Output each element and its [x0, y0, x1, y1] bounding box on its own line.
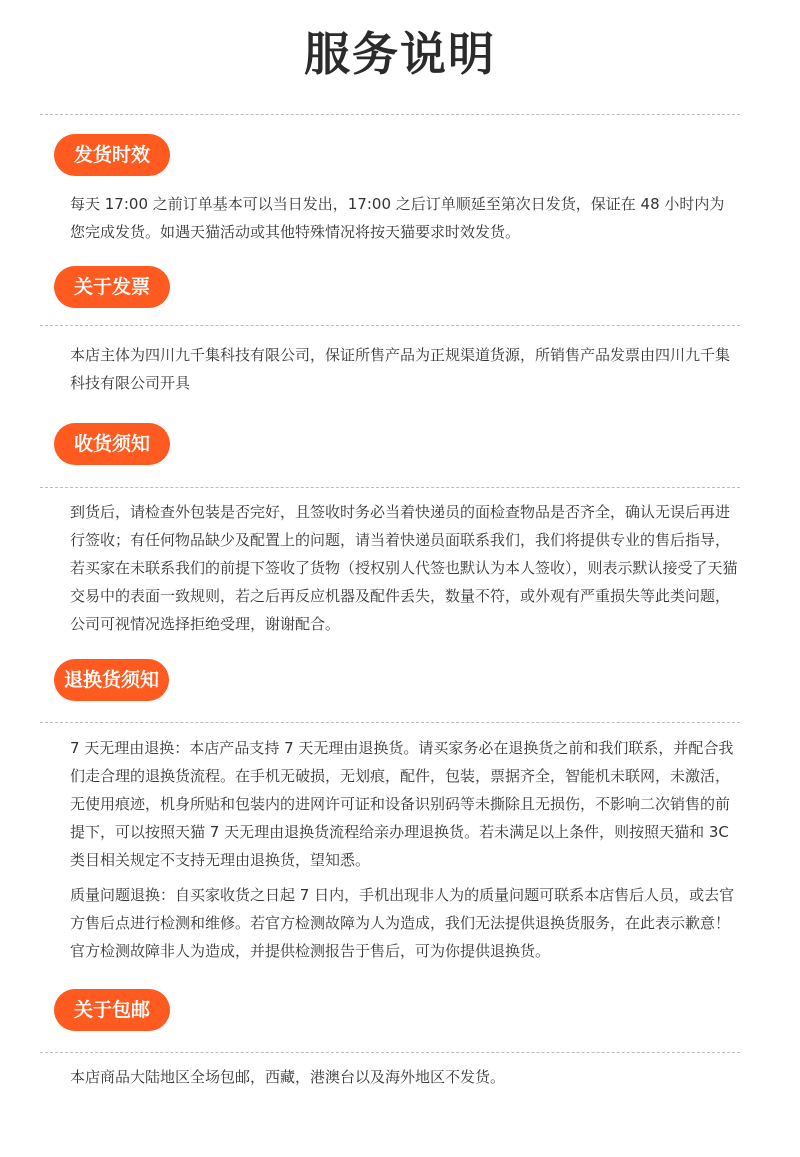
section-heading-invoice: 关于发票 — [54, 266, 170, 308]
section-text-shipping: 每天 17:00 之前订单基本可以当日发出，17:00 之后订单顺延至第次日发货，保证在 48 小时内为您完成发货。如遇天猫活动或其他特殊情况将按天猫要求时效发货。 — [70, 195, 725, 241]
page-title: 服务说明 — [304, 27, 496, 81]
divider — [40, 722, 740, 723]
section-heading-shipping: 发货时效 — [54, 134, 170, 176]
divider — [40, 325, 740, 326]
section-text-receiving: 到货后，请检查外包装是否完好，且签收时务必当着快递员的面检查物品是否齐全，确认无误后再进行签收；有任何物品缺少及配置上的问题，请当着快递员面联系我们，我们将提供专业的售后指导，若买家在未联系我们的前提下签收了货物（授权别人代签也默认为本人签收），则表示默认接受了天猫交易中的表面一致规则，若之后再反应机器及配件丢失，数量不符，或外观有严重损失等此类问题，公司可视情况选择拒绝受理，谢谢配合。 — [70, 503, 738, 633]
divider — [40, 487, 740, 488]
section-text-invoice: 本店主体为四川九千集科技有限公司，保证所售产品为正规渠道货源，所销售产品发票由四川九千集科技有限公司开具 — [70, 346, 731, 392]
section-heading-returns: 退换货须知 — [54, 659, 169, 701]
section-heading-receiving: 收货须知 — [54, 423, 170, 465]
section-text-free-shipping: 本店商品大陆地区全场包邮，西藏，港澳台以及海外地区不发货。 — [70, 1068, 506, 1086]
section-heading-free-shipping: 关于包邮 — [54, 989, 170, 1031]
divider — [40, 114, 740, 115]
divider — [40, 1052, 740, 1053]
section-text-returns-7day: 7 天无理由退换：本店产品支持 7 天无理由退换货。请买家务必在退换货之前和我们联系，并配合我们走合理的退换货流程。在手机无破损，无划痕，配件，包装，票据齐全，智能机未联网，未激活，无使用痕迹，机身所贴和包装内的进网许可证和设备识别码等未撕除且无损伤，不影响二次销售的前提下，可以按照天猫 7 天无理由退换货流程给亲办理退换货。若未满足以上条件，则按照天猫和 3C 类目相关规定不支持无理由退换货，望知悉。 — [70, 739, 734, 869]
section-text-returns-quality: 质量问题退换：自买家收货之日起 7 日内，手机出现非人为的质量问题可联系本店售后人员，或去官方售后点进行检测和维修。若官方检测故障为人为造成，我们无法提供退换货服务，在此表示歉意！官方检测故障非人为造成，并提供检测报告于售后，可为你提供退换货。 — [70, 886, 735, 960]
